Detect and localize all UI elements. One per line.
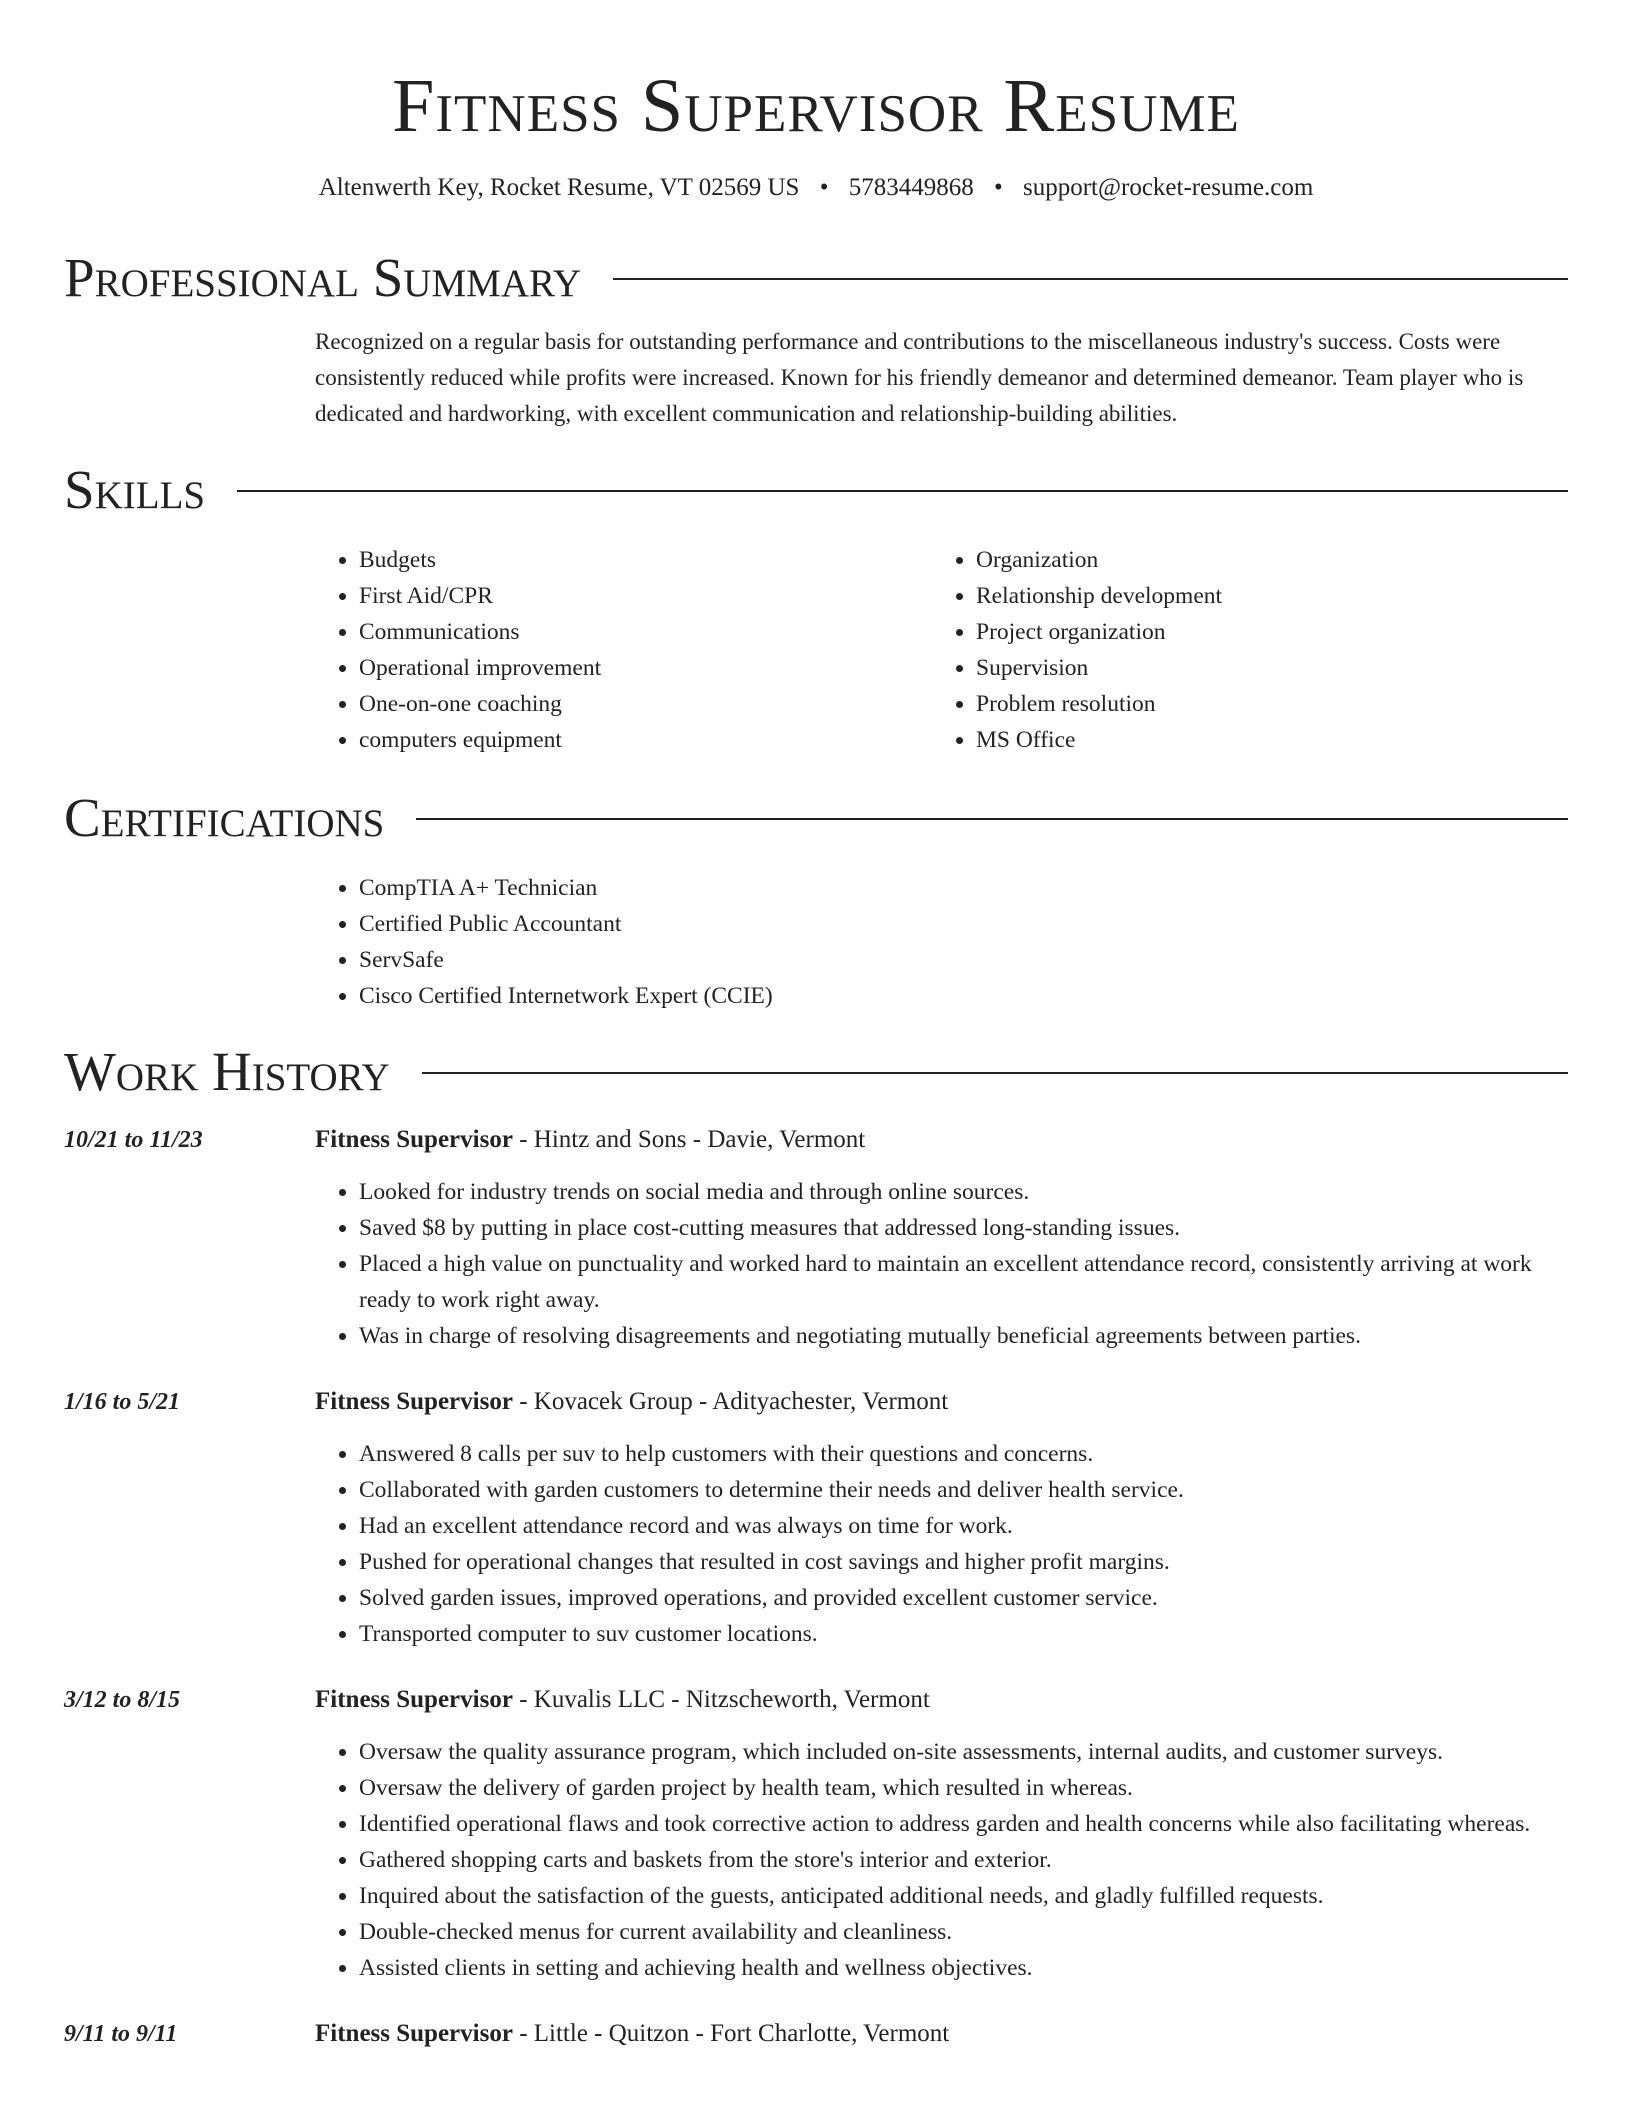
skill-item: • Project organization [976,614,1549,650]
skills-section-header [64,458,1568,522]
job-bullet: • Assisted clients in setting and achieving health and wellness objectives. [359,1950,1568,1986]
section-divider [416,818,1568,820]
skill-item: • Supervision [976,650,1549,686]
job-heading [315,1384,1568,1420]
summary-text: Recognized on a regular basis for outstanding performance and contributions to the miscellaneous industry's success. Costs were consistently reduced while profits were increased. Known for his friendly demeanor and determined demeanor. Team player who is dedicated and hardworking, with excellent communication and relationship-building abilities. [315,329,1524,426]
job-bullet: • Oversaw the delivery of garden project by health team, which resulted in whereas. [359,1770,1568,1806]
job-details [315,2016,1568,2052]
job-bullet: • Solved garden issues, improved operations, and provided excellent customer service. [359,1580,1568,1616]
job-heading [315,1122,1568,1158]
skill-item: • Problem resolution [976,686,1549,722]
job-separator: - [689,2020,711,2047]
job-bullet: • Saved $8 by putting in place cost-cutting measures that addressed long-standing issues. [359,1210,1568,1246]
job-separator: - [512,1388,534,1415]
job-separator: - [665,1686,686,1713]
job-bullet: • Oversaw the quality assurance program, which included on-site assessments, internal audits, and customer surveys. [359,1734,1568,1770]
job-dates: 9/11 to 9/11 [64,2021,178,2047]
skill-item: • computers equipment [359,722,932,758]
skill-item: • Communications [359,614,932,650]
job-bullet: • Had an excellent attendance record and was always on time for work. [359,1508,1568,1544]
resume-page [64,0,1568,2052]
skill-item: • First Aid/CPR [359,578,932,614]
job-company: Kovacek Group [533,1388,693,1415]
job-title: Fitness Supervisor [315,1388,513,1415]
job-title: Fitness Supervisor [315,1686,513,1713]
job-title: Fitness Supervisor [315,1126,513,1153]
job-company: Little - Quitzon [533,2020,690,2047]
contact-email: support@rocket-resume.com [1022,174,1314,201]
job-bullet: • Transported computer to suv customer locations. [359,1616,1568,1652]
skill-item: • One-on-one coaching [359,686,932,722]
certification-item: • Certified Public Accountant [359,906,1568,942]
job-title: Fitness Supervisor [315,2020,513,2047]
job-location: Fort Charlotte, Vermont [710,2020,950,2047]
job-bullet: • Pushed for operational changes that resulted in cost savings and higher profit margins. [359,1544,1568,1580]
job-entry [64,2016,1568,2052]
contact-phone: 5783449868 [848,174,974,201]
job-separator: - [686,1126,708,1153]
job-entry [64,1384,1568,1652]
certifications-items [315,870,1568,1014]
job-company: Hintz and Sons [533,1126,687,1153]
job-bullet: • Double-checked menus for current availability and cleanliness. [359,1914,1568,1950]
job-bullet: • Placed a high value on punctuality and worked hard to maintain an excellent attendance record, consistently arriving at work ready to work right away. [359,1246,1568,1318]
job-location: Davie, Vermont [707,1126,866,1153]
job-bullet: • Identified operational flaws and took corrective action to address garden and health concerns while also facilitating whereas. [359,1806,1568,1842]
contact-separator: • [819,174,829,201]
section-divider [422,1072,1568,1074]
job-details [315,1682,1568,1986]
job-bullet: • Collaborated with garden customers to determine their needs and deliver health service. [359,1472,1568,1508]
section-divider [613,278,1568,280]
job-location: Nitzscheworth, Vermont [685,1686,930,1713]
job-bullet: • Inquired about the satisfaction of the guests, anticipated additional needs, and gladly fulfilled requests. [359,1878,1568,1914]
job-bullet: • Answered 8 calls per suv to help customers with their questions and concerns. [359,1436,1568,1472]
job-bullets [315,1174,1568,1354]
skills-column-left [315,542,932,758]
job-dates: 1/16 to 5/21 [64,1389,181,1415]
work-heading: Work History [64,1041,390,1102]
certification-item: • CompTIA A+ Technician [359,870,1568,906]
certification-item: • ServSafe [359,942,1568,978]
job-dates: 3/12 to 8/15 [64,1687,181,1713]
skills-list [315,542,1568,758]
skill-item: • MS Office [976,722,1549,758]
contact-line [64,172,1568,204]
job-company: Kuvalis LLC [533,1686,666,1713]
contact-address: Altenwerth Key, Rocket Resume, VT 02569 US [318,174,800,201]
job-bullet: • Was in charge of resolving disagreements and negotiating mutually beneficial agreements between parties. [359,1318,1568,1354]
job-entry [64,1682,1568,1986]
job-heading [315,1682,1568,1718]
resume-title: Fitness Supervisor Resume [392,64,1240,148]
section-divider [237,490,1568,492]
job-separator: - [512,2020,534,2047]
contact-separator: • [993,174,1003,201]
skills-heading: Skills [64,459,206,520]
skill-item: • Budgets [359,542,932,578]
work-history-list [64,1122,1568,2052]
certifications-heading: Certifications [64,787,385,848]
job-entry [64,1122,1568,1354]
skill-item: • Operational improvement [359,650,932,686]
job-details [315,1122,1568,1354]
job-heading [315,2016,1568,2052]
certifications-list [315,870,1568,1014]
job-details [315,1384,1568,1652]
skill-item: • Organization [976,542,1549,578]
job-separator: - [512,1126,534,1153]
job-dates: 10/21 to 11/23 [64,1127,203,1153]
job-location: Adityachester, Vermont [712,1388,949,1415]
job-separator: - [692,1388,713,1415]
skills-column-right [932,542,1549,758]
work-section-header [64,1040,1568,1104]
job-bullet: • Looked for industry trends on social media and through online sources. [359,1174,1568,1210]
job-bullets [315,1734,1568,1986]
certification-item: • Cisco Certified Internetwork Expert (CCIE) [359,978,1568,1014]
skill-item: • Relationship development [976,578,1549,614]
summary-section-header [64,246,1568,310]
job-bullets [315,1436,1568,1652]
job-separator: - [512,1686,534,1713]
certifications-section-header [64,786,1568,850]
summary-heading: Professional Summary [64,247,582,308]
job-bullet: • Gathered shopping carts and baskets from the store's interior and exterior. [359,1842,1568,1878]
